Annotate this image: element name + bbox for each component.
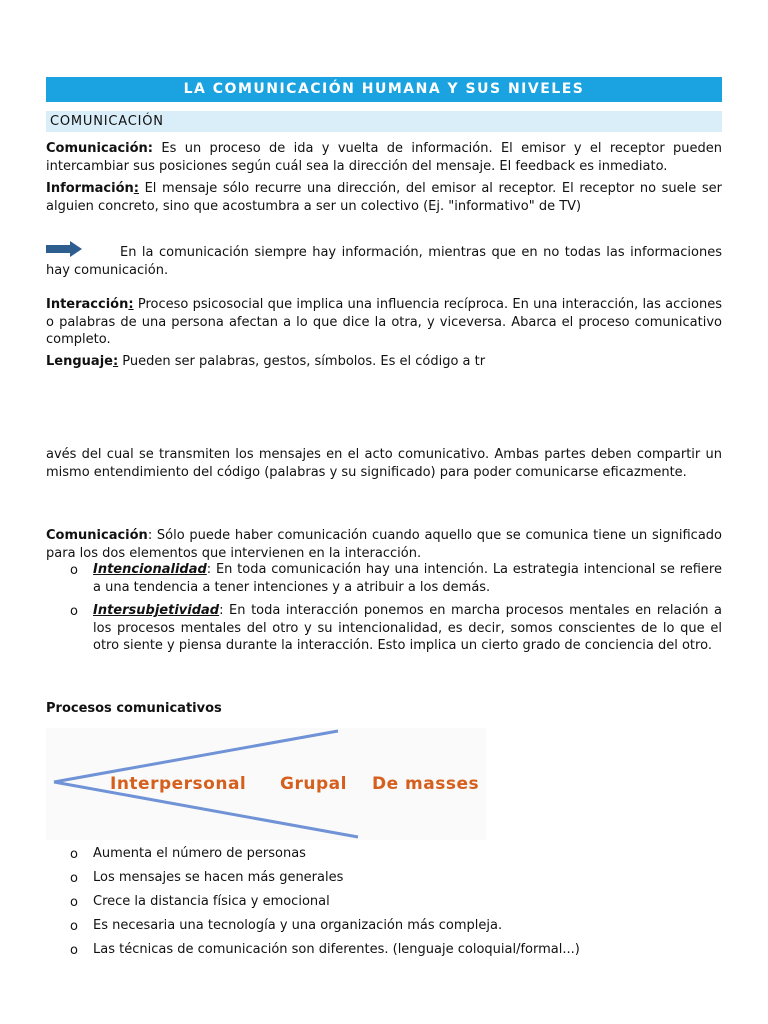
section-heading-text: COMUNICACIÓN bbox=[50, 114, 164, 129]
list-item: Aumenta el número de personas bbox=[93, 846, 306, 861]
paragraph-comunicacion bbox=[46, 140, 722, 175]
bullet-marker: o bbox=[70, 847, 78, 862]
list-item bbox=[93, 602, 722, 655]
text-interaccion: Proceso psicosocial que implica una influencia recíproca. En una interacción, las acciones o palabras de una persona afectan a lo que dice la otra, y viceversa. Abarca el proceso comunicativo completo. bbox=[46, 297, 722, 347]
procesos-heading: Procesos comunicativos bbox=[46, 701, 222, 716]
section-heading bbox=[46, 111, 722, 132]
paragraph-comunicacion-2 bbox=[46, 527, 722, 562]
paragraph-arrow-note: En la comunicación siempre hay información, mientras que en no todas las informaciones hay comunicación. bbox=[46, 245, 722, 278]
list-item: Crece la distancia física y emocional bbox=[93, 894, 330, 909]
bullet-marker: o bbox=[70, 871, 78, 886]
text-informacion: El mensaje sólo recurre una dirección, del emisor al receptor. El receptor no suele ser alguien concreto, sino que acostumbra a ser un colectivo (Ej. "informativo" de TV) bbox=[46, 181, 722, 214]
bullet-marker: o bbox=[70, 943, 78, 958]
text-comunicacion: Es un proceso de ida y vuelta de información. El emisor y el receptor pueden intercambiar sus posiciones según cuál sea la dirección del mensaje. El feedback es inmediato. bbox=[46, 141, 722, 174]
bullet-marker: o bbox=[70, 919, 78, 934]
bullet-marker: o bbox=[70, 604, 78, 619]
term-intersubjetividad: Intersubjetividad bbox=[93, 603, 220, 618]
diagram-label-grupal: Grupal bbox=[280, 774, 347, 794]
term-interaccion-colon: : bbox=[128, 297, 134, 312]
term-informacion: Información bbox=[46, 181, 134, 196]
page-title: LA COMUNICACIÓN HUMANA Y SUS NIVELES bbox=[46, 77, 722, 102]
term-comunicacion-2: Comunicación bbox=[46, 528, 148, 543]
term-intencionalidad: Intencionalidad bbox=[93, 562, 207, 577]
list-item: Los mensajes se hacen más generales bbox=[93, 870, 344, 885]
term-lenguaje-colon: : bbox=[112, 354, 119, 369]
bullet-marker: o bbox=[70, 895, 78, 910]
text-comunicacion-2: : Sólo puede haber comunicación cuando aquello que se comunica tiene un significado para los dos elementos que intervienen en la interacción. bbox=[46, 528, 722, 561]
term-lenguaje: Lenguaje bbox=[46, 354, 113, 369]
list-item: Las técnicas de comunicación son diferentes. (lenguaje coloquial/formal...) bbox=[93, 942, 580, 957]
text-intencionalidad: : En toda comunicación hay una intención. La estrategia intencional se refiere a una tendencia a tener intenciones y a atribuir a los demás. bbox=[93, 562, 722, 595]
paragraph-informacion bbox=[46, 180, 722, 215]
term-interaccion: Interacción bbox=[46, 297, 129, 312]
paragraph-interaccion bbox=[46, 296, 722, 349]
procesos-diagram bbox=[46, 728, 486, 840]
paragraph-lenguaje-continued: avés del cual se transmiten los mensajes en el acto comunicativo. Ambas partes deben compartir un mismo entendimiento del código (palabras y su significado) para poder comunicarse eficazmente. bbox=[46, 447, 722, 480]
diagram-label-masses: De masses bbox=[372, 774, 480, 794]
list-item: Es necesaria una tecnología y una organización más compleja. bbox=[93, 918, 503, 933]
diagram-label-interpersonal: Interpersonal bbox=[110, 774, 247, 794]
text-lenguaje: Pueden ser palabras, gestos, símbolos. Es el código a tr bbox=[118, 354, 486, 369]
list-item bbox=[93, 561, 722, 596]
bullet-marker: o bbox=[70, 563, 78, 578]
paragraph-lenguaje bbox=[46, 353, 722, 371]
text-intersubjetividad: : En toda interacción ponemos en marcha procesos mentales en relación a los procesos mentales del otro y su intencionalidad, es decir, somos conscientes de lo que el otro siente y piensa durante la interacción. Esto implica un cierto grado de conciencia del otro. bbox=[93, 603, 722, 653]
term-comunicacion: Comunicación: bbox=[46, 141, 154, 156]
term-informacion-colon: : bbox=[133, 181, 139, 196]
